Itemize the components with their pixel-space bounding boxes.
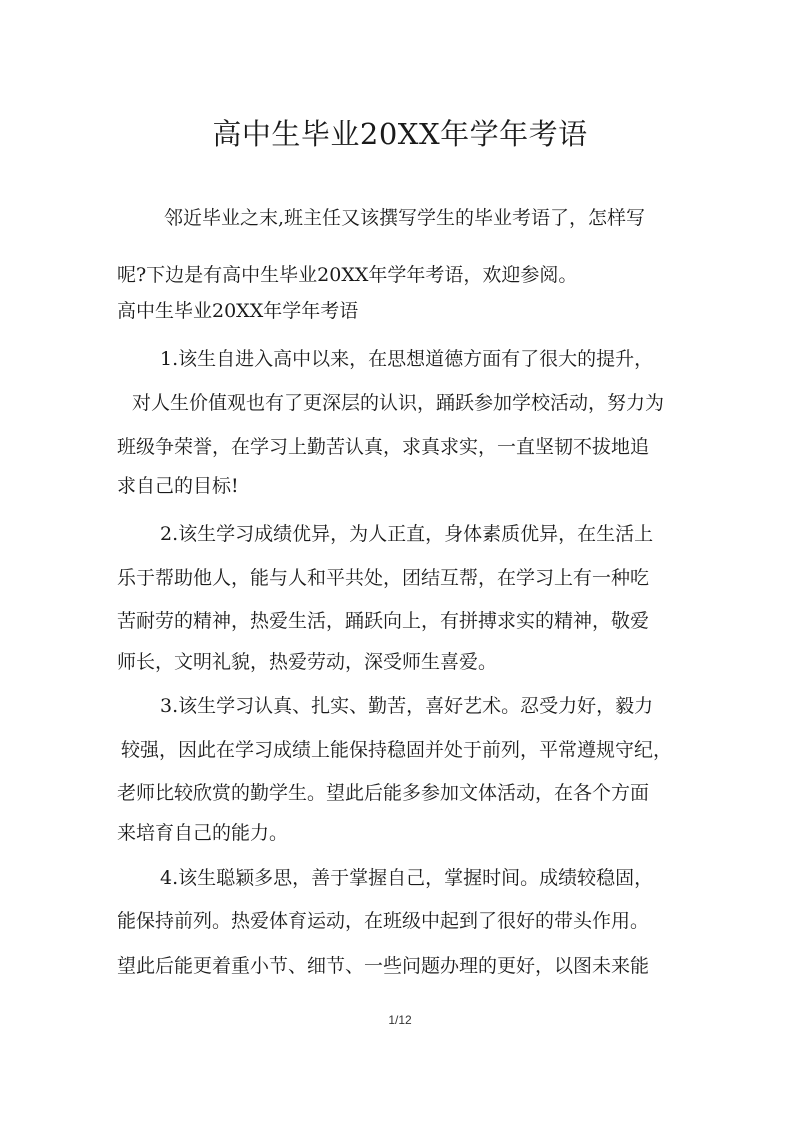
item-2-line-2: 乐于帮助他人，能与人和平共处，团结互帮，在学习上有一种吃 <box>117 567 650 589</box>
item-1-line-1: 1.该生自进入高中以来，在思想道德方面有了很大的提升， <box>160 348 654 370</box>
section-subtitle: 高中生毕业20XX年学年考语 <box>117 300 359 322</box>
item-2-line-3: 苦耐劳的精神，热爱生活，踊跃向上，有拼搏求实的精神，敬爱 <box>117 610 650 632</box>
item-3-line-4: 来培育自己的能力。 <box>117 822 289 844</box>
item-3-line-2: 较强，因此在学习成绩上能保持稳固并处于前列，平常遵规守纪， <box>121 739 673 761</box>
item-1-line-4: 求自己的目标! <box>117 475 239 497</box>
intro-line-1: 邻近毕业之末,班主任又该撰写学生的毕业考语了，怎样写 <box>164 207 646 229</box>
item-3-line-1: 3.该生学习认真、扎实、勤苦，喜好艺术。忍受力好，毅力 <box>160 695 654 717</box>
item-1-line-3: 班级争荣誉，在学习上勤苦认真，求真求实，一直坚韧不拔地追 <box>117 436 650 458</box>
item-4-line-2: 能保持前列。热爱体育运动，在班级中起到了很好的带头作用。 <box>117 910 650 932</box>
item-4-line-1: 4.该生聪颖多思，善于掌握自己，掌握时间。成绩较稳固， <box>160 867 654 889</box>
intro-line-2: 呢?下边是有高中生毕业20XX年学年考语，欢迎参阅。 <box>117 264 578 286</box>
document-title: 高中生毕业20XX年学年考语 <box>212 117 588 151</box>
item-1-line-2: 对人生价值观也有了更深层的认识，踊跃参加学校活动，努力为 <box>132 392 665 414</box>
page-number: 1/12 <box>388 1013 412 1027</box>
item-3-line-3: 老师比较欣赏的勤学生。望此后能多参加文体活动，在各个方面 <box>117 782 650 804</box>
item-2-line-1: 2.该生学习成绩优异，为人正直，身体素质优异，在生活上 <box>160 523 654 545</box>
item-4-line-3: 望此后能更着重小节、细节、一些问题办理的更好，以图未来能 <box>117 955 650 977</box>
item-2-line-4: 师长，文明礼貌，热爱劳动，深受师生喜爱。 <box>117 651 498 673</box>
